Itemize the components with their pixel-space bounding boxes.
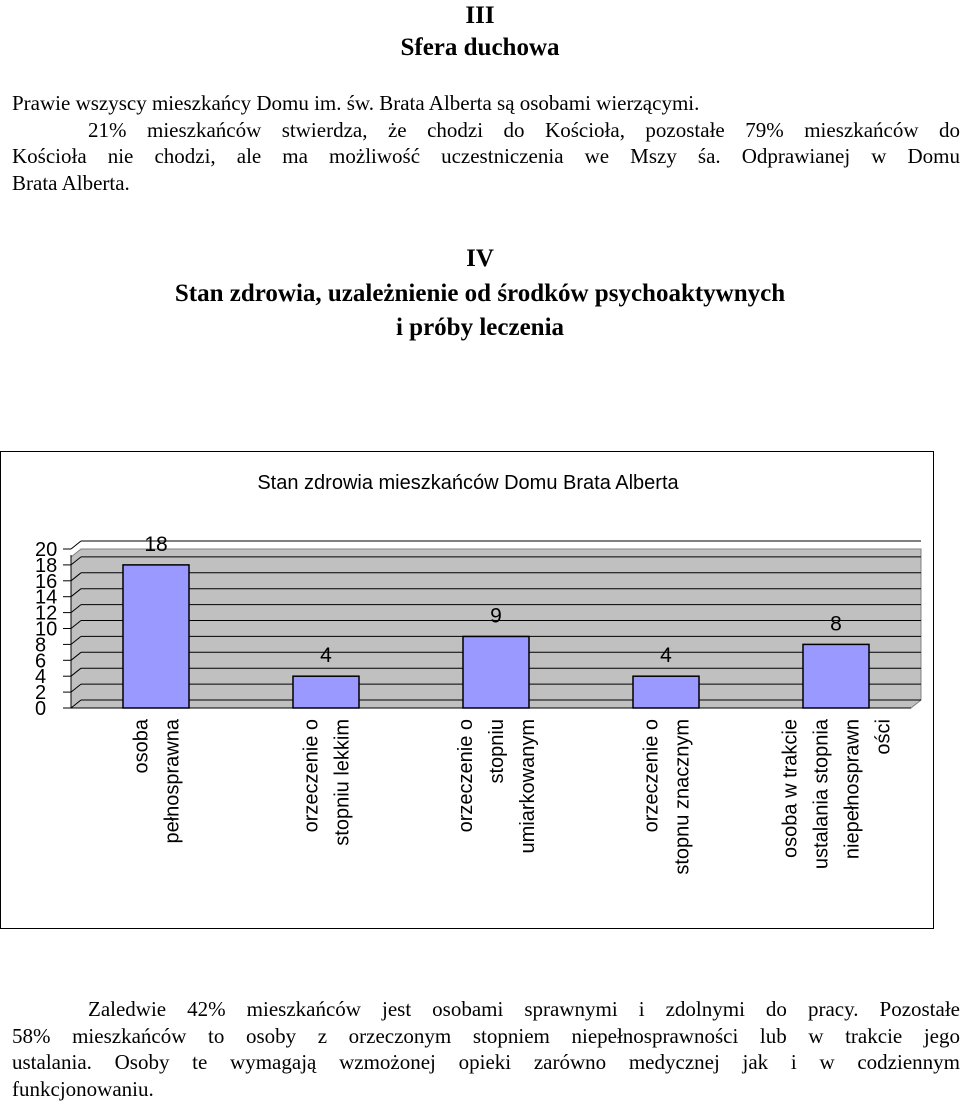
y-tick-label: 16	[35, 570, 58, 593]
x-category-label: pełnosprawna	[161, 719, 184, 844]
section-4-number: IV	[466, 245, 494, 272]
chart-title: Stan zdrowia mieszkańców Domu Brata Alberta	[257, 472, 679, 494]
bar	[123, 565, 189, 708]
y-tick-label: 8	[35, 634, 47, 657]
chart-frame	[0, 451, 934, 929]
paragraph-line: 21% mieszkańców stwierdza, że chodzi do Kościoła, pozostałe 79% mieszkańców do	[88, 117, 960, 142]
bar-chart	[1, 452, 935, 930]
section-4-title-line-1: Stan zdrowia, uzależnienie od środków psychoaktywnych	[174, 280, 786, 307]
y-tick-label: 14	[35, 586, 58, 609]
x-category-label: ości	[872, 719, 895, 755]
paragraph-line: 58% mieszkańców to osoby z orzeczonym stopniem niepełnosprawności lub w trakcie jego	[12, 1023, 960, 1048]
data-label: 4	[660, 644, 672, 668]
data-label: 9	[490, 604, 502, 628]
data-label: 8	[830, 612, 842, 636]
paragraph-line: Brata Alberta.	[12, 170, 130, 195]
x-category-label: umiarkowanym	[517, 719, 539, 854]
y-tick-label: 18	[35, 554, 58, 577]
section-3-paragraph	[12, 90, 960, 196]
x-category-label: stopnu znacznym	[671, 719, 694, 875]
x-category-label: osoba	[130, 719, 153, 774]
x-category-label: osoba w trakcie	[779, 719, 802, 858]
data-label: 18	[144, 532, 168, 556]
x-category-label: stopniu lekkim	[331, 719, 354, 846]
x-category-label: orzeczenie o	[300, 719, 323, 833]
y-tick-label: 4	[35, 666, 47, 689]
y-tick-label: 20	[35, 539, 58, 561]
section-4-title-line-2: i próby leczenia	[395, 314, 565, 341]
paragraph-line: Zaledwie 42% mieszkańców jest osobami sprawnymi i zdolnymi do pracy. Pozostałe	[88, 997, 960, 1021]
x-category-label: niepełnosprawn	[841, 719, 864, 860]
x-category-label: stopniu	[486, 719, 508, 784]
y-tick-label: 6	[35, 650, 47, 673]
x-category-label: ustalania stopnia	[810, 719, 833, 870]
y-tick-label: 2	[35, 682, 47, 705]
x-category-label: orzeczenie o	[455, 719, 477, 833]
bar	[293, 676, 359, 708]
x-category-label: orzeczenie o	[640, 719, 663, 833]
y-tick-label: 10	[35, 618, 58, 641]
paragraph-line: Prawie wszyscy mieszkańcy Domu im. św. Brata Alberta są osobami wierzącymi.	[12, 91, 700, 115]
bar	[633, 676, 699, 708]
bar	[463, 636, 529, 708]
section-3-number: III	[465, 2, 495, 29]
paragraph-line: Kościoła nie chodzi, ale ma możliwość uczestniczenia we Mszy śa. Odprawianej w Domu	[12, 144, 960, 168]
section-3-title: Sfera duchowa	[400, 34, 560, 61]
y-tick-label: 12	[35, 602, 58, 625]
y-tick-label: 0	[35, 698, 47, 720]
bar	[803, 644, 869, 708]
gridline-depth	[71, 541, 81, 549]
paragraph-line: funkcjonowaniu.	[12, 1076, 154, 1101]
paragraph-line: ustalania. Osoby te wymagają wzmożonej opieki zarówno medycznej jak i w codziennym	[12, 1050, 960, 1074]
data-label: 4	[320, 644, 332, 668]
closing-paragraph	[12, 996, 960, 1102]
